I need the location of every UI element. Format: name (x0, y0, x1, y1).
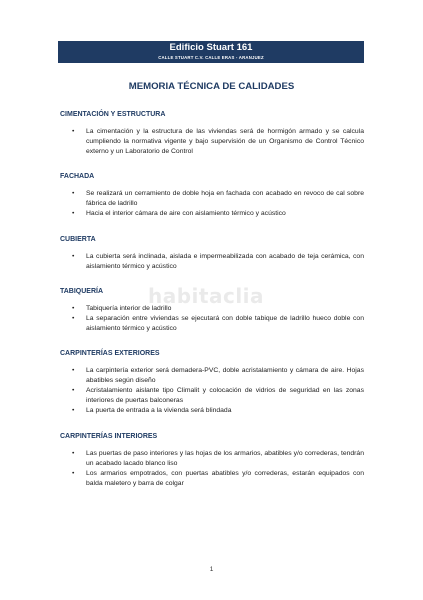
section-title: FACHADA (60, 173, 95, 181)
bullet-text: La separación entre viviendas se ejecutará con doble tabique de ladrillo hueco doble con aislamiento térmico y acústico (86, 314, 364, 332)
section-title: CUBIERTA (60, 235, 96, 243)
list-item (72, 366, 364, 386)
bullet-list (60, 189, 364, 219)
bullet-list (60, 449, 364, 489)
bullet-text: Los armarios empotrados, con puertas abatibles y/o correderas, estarán equipados con balda maletero y barra de colgar (86, 469, 364, 487)
section (60, 432, 364, 489)
bullet-text: Acristalamiento aislante tipo Climalit y colocación de vidrios de seguridad en las zonas interiores de puertas balconeras (86, 387, 364, 405)
bullet-text: Hacia el interior cámara de aire con aislamiento térmico y acústico (86, 210, 286, 218)
bullet-list (60, 366, 364, 416)
list-item (72, 189, 364, 209)
bullet-text: Las puertas de paso interiores y las hojas de los armarios, abatibles y/o correderas, tendrán un acabado lacado blanco liso (86, 449, 364, 467)
section-title: CIMENTACIÓN Y ESTRUCTURA (60, 111, 166, 118)
list-item (72, 252, 364, 272)
list-item (72, 469, 364, 489)
list-item (72, 406, 364, 416)
page-number: 1 (209, 566, 214, 573)
bullet-list (60, 127, 364, 157)
section-title: TABIQUERÍA (60, 287, 104, 295)
list-item (72, 314, 364, 334)
bullet-dot-icon: • (72, 387, 75, 395)
document-title: MEMORIA TÉCNICA DE CALIDADES (128, 81, 295, 92)
bullet-list (60, 252, 364, 272)
bullet-dot-icon: • (72, 449, 75, 457)
section (60, 110, 364, 157)
building-address: CALLE STUART C.V. CALLE ERAS - ARANJUEZ (158, 55, 264, 60)
bullet-text: La carpintería exterior será demadera-PVC, doble acristalamiento y cámara de aire. Hojas abatibles según diseño (86, 367, 364, 385)
section (60, 172, 364, 219)
list-item (72, 449, 364, 469)
bullet-dot-icon: • (72, 314, 75, 322)
bullet-dot-icon: • (72, 367, 75, 375)
section-title: CARPINTERÍAS EXTERIORES (60, 350, 160, 358)
section (60, 235, 364, 272)
header-band (58, 41, 364, 63)
bullet-list (60, 304, 364, 334)
section (60, 349, 364, 416)
bullet-text: Se realizará un cerramiento de doble hoja en fachada con acabado en revoco de cal sobre fábrica de ladrillo (86, 190, 364, 208)
bullet-dot-icon: • (72, 128, 75, 135)
watermark-logo: habitaclia (148, 284, 265, 308)
bullet-text: Tabiquería interior de ladrillo (86, 304, 172, 312)
bullet-dot-icon: • (72, 190, 75, 198)
list-item (72, 127, 364, 157)
section-title: CARPINTERÍAS INTERIORES (60, 432, 158, 440)
list-item (72, 209, 364, 219)
bullet-dot-icon: • (72, 210, 75, 218)
building-name: Edificio Stuart 161 (169, 42, 253, 53)
bullet-dot-icon: • (72, 304, 75, 312)
bullet-text: La puerta de entrada a la vivienda será blindada (86, 407, 232, 415)
bullet-text: La cimentación y la estructura de las viviendas será de hormigón armado y se calcula cumpliendo la normativa vigente y bajo supervisión de un Organismo de Control Técnico externo y un Laboratorio de Control (86, 128, 364, 156)
list-item (72, 386, 364, 406)
bullet-dot-icon: • (72, 469, 75, 477)
bullet-dot-icon: • (72, 252, 75, 260)
bullet-text: La cubierta será inclinada, aislada e impermeabilizada con acabado de teja cerámica, con aislamiento térmico y acústico (86, 252, 364, 270)
bullet-dot-icon: • (72, 407, 75, 415)
